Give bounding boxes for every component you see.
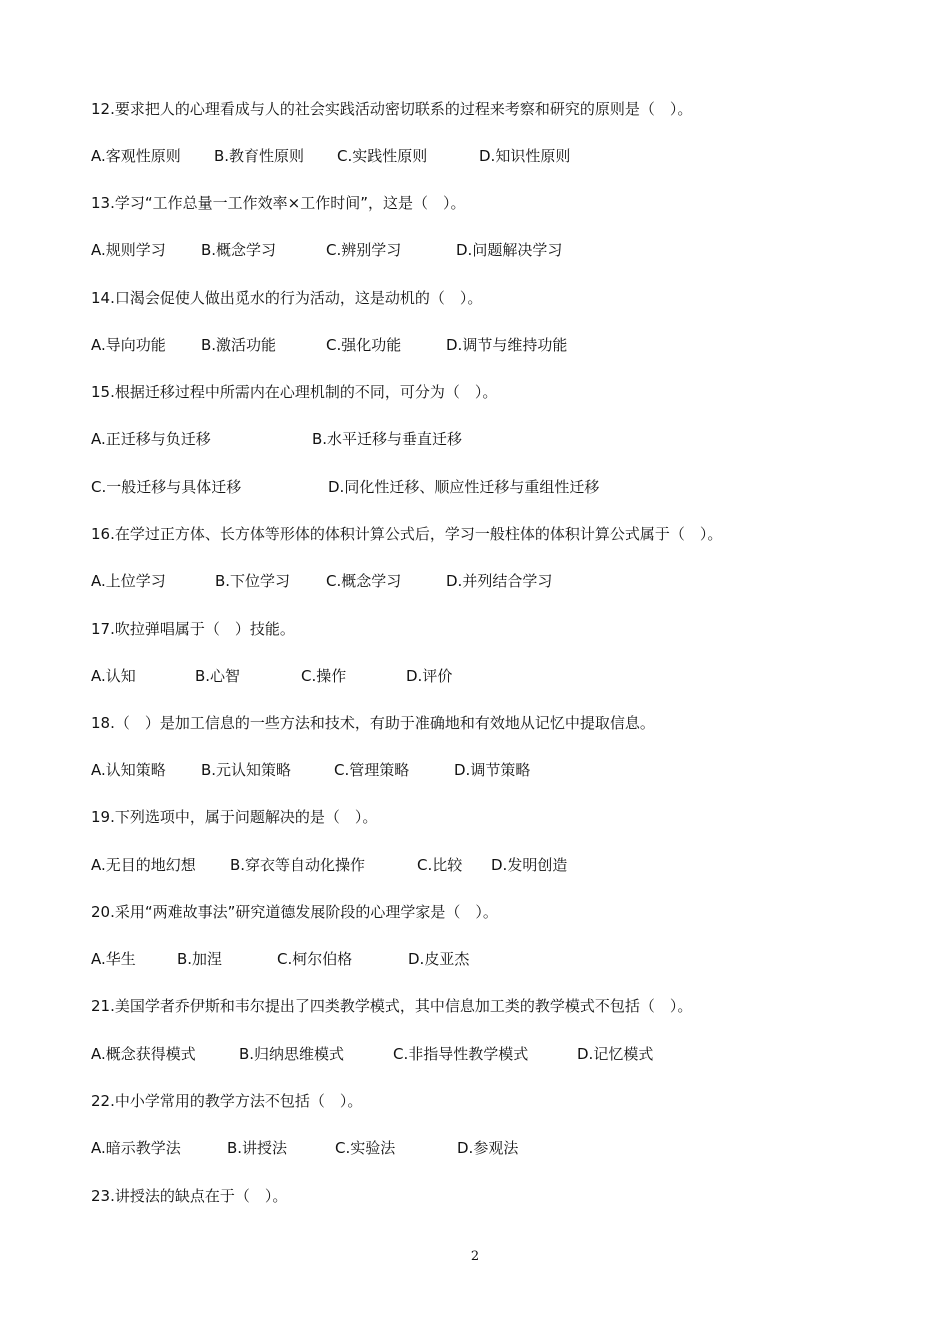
option-a: A.暗示教学法 — [91, 1139, 181, 1157]
question-15-stem: 15.根据迁移过程中所需内在心理机制的不同，可分为（ ）。 — [91, 383, 498, 401]
option-c: C.操作 — [301, 667, 347, 685]
question-18-stem: 18.（ ）是加工信息的一些方法和技术，有助于准确地和有效地从记忆中提取信息。 — [91, 714, 655, 732]
option-a: A.认知策略 — [91, 761, 166, 779]
option-b: B.元认知策略 — [201, 761, 292, 779]
question-16-stem: 16.在学过正方体、长方体等形体的体积计算公式后，学习一般柱体的体积计算公式属于（ ）。 — [91, 525, 723, 543]
option-a: A.概念获得模式 — [91, 1045, 196, 1063]
question-12-stem: 12.要求把人的心理看成与人的社会实践活动密切联系的过程来考察和研究的原则是（ ）。 — [91, 100, 693, 118]
option-d: D.皮亚杰 — [408, 950, 470, 968]
question-21-stem: 21.美国学者乔伊斯和韦尔提出了四类教学模式，其中信息加工类的教学模式不包括（ ）。 — [91, 997, 693, 1015]
option-a: A.无目的地幻想 — [91, 856, 196, 874]
question-19-stem: 19.下列选项中，属于问题解决的是（ ）。 — [91, 808, 378, 826]
option-b: B.归纳思维模式 — [239, 1045, 345, 1063]
option-b: B.讲授法 — [227, 1139, 288, 1157]
option-c: C.概念学习 — [326, 572, 402, 590]
option-c: C.比较 — [417, 856, 463, 874]
option-b: B.心智 — [195, 667, 241, 685]
question-17-stem: 17.吹拉弹唱属于（ ）技能。 — [91, 620, 295, 638]
page-number: 2 — [470, 1249, 480, 1264]
question-23-stem: 23.讲授法的缺点在于（ ）。 — [91, 1187, 288, 1205]
option-b: B.教育性原则 — [214, 147, 305, 165]
option-a: A.华生 — [91, 950, 136, 968]
option-a: A.客观性原则 — [91, 147, 181, 165]
option-c: C.实践性原则 — [337, 147, 428, 165]
option-b: B.下位学习 — [215, 572, 291, 590]
option-b: B.穿衣等自动化操作 — [230, 856, 366, 874]
option-d: D.调节策略 — [454, 761, 531, 779]
option-d: D.同化性迁移、顺应性迁移与重组性迁移 — [328, 478, 600, 496]
question-22-stem: 22.中小学常用的教学方法不包括（ ）。 — [91, 1092, 363, 1110]
option-d: D.发明创造 — [491, 856, 568, 874]
option-d: D.并列结合学习 — [446, 572, 553, 590]
option-a: A.上位学习 — [91, 572, 166, 590]
option-a: A.正迁移与负迁移 — [91, 430, 211, 448]
option-c: C.管理策略 — [334, 761, 410, 779]
option-a: A.认知 — [91, 667, 136, 685]
option-a: A.导向功能 — [91, 336, 166, 354]
option-c: C.一般迁移与具体迁移 — [91, 478, 242, 496]
option-c: C.强化功能 — [326, 336, 402, 354]
option-d: D.记忆模式 — [577, 1045, 654, 1063]
option-b: B.激活功能 — [201, 336, 277, 354]
option-d: D.问题解决学习 — [456, 241, 563, 259]
option-d: D.知识性原则 — [479, 147, 571, 165]
option-d: D.调节与维持功能 — [446, 336, 568, 354]
option-a: A.规则学习 — [91, 241, 166, 259]
option-c: C.柯尔伯格 — [277, 950, 353, 968]
option-d: D.评价 — [406, 667, 453, 685]
option-b: B.水平迁移与垂直迁移 — [312, 430, 463, 448]
option-c: C.实验法 — [335, 1139, 396, 1157]
option-d: D.参观法 — [457, 1139, 519, 1157]
question-20-stem: 20.采用“两难故事法”研究道德发展阶段的心理学家是（ ）。 — [91, 903, 498, 921]
option-b: B.概念学习 — [201, 241, 277, 259]
question-14-stem: 14.口渴会促使人做出觅水的行为活动，这是动机的（ ）。 — [91, 289, 483, 307]
option-c: C.非指导性教学模式 — [393, 1045, 529, 1063]
option-b: B.加涅 — [177, 950, 223, 968]
option-c: C.辨别学习 — [326, 241, 402, 259]
question-13-stem: 13.学习“工作总量一工作效率×工作时间”，这是（ ）。 — [91, 194, 466, 212]
